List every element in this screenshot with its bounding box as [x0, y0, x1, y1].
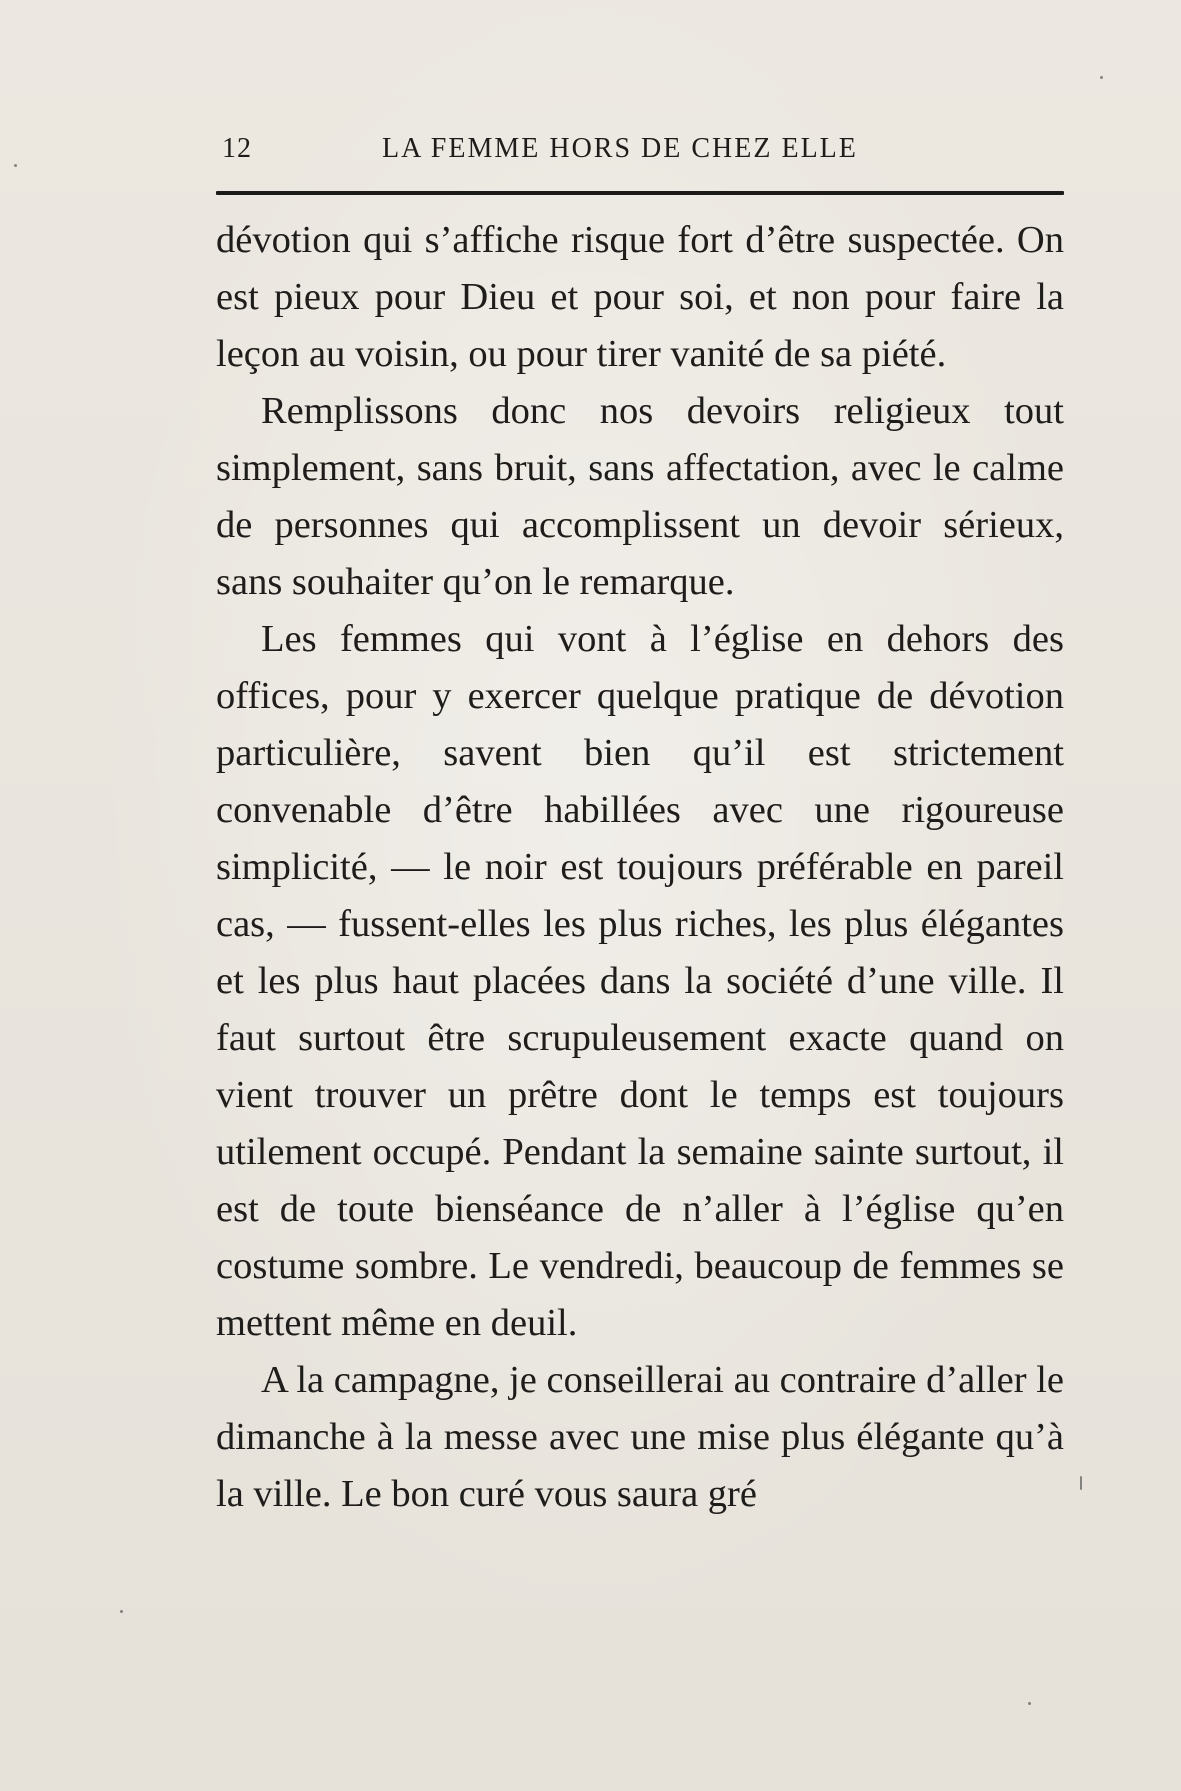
- paragraph-1: dévotion qui s’affiche risque fort d’être suspectée. On est pieux pour Dieu et pour soi, et non pour faire la leçon au voisin, ou pour tirer vanité de sa piété.: [216, 219, 1064, 375]
- body-text: [216, 212, 1064, 1523]
- paper-speck: [1028, 1702, 1031, 1705]
- running-title: LA FEMME HORS DE CHEZ ELLE: [382, 133, 858, 164]
- paragraph-4: A la campagne, je conseillerai au contraire d’aller le dimanche à la messe avec une mise plus élégante qu’à la ville. Le bon curé vous saura gré: [216, 1359, 1064, 1515]
- page-header: [222, 133, 1062, 169]
- paragraph-2: Remplissons donc nos devoirs religieux tout simplement, sans bruit, sans affectation, avec le calme de personnes qui accomplissent un devoir sérieux, sans souhaiter qu’on le remarque.: [216, 390, 1064, 603]
- paragraph-3: Les femmes qui vont à l’église en dehors des offices, pour y exercer quelque pratique de dévotion particulière, savent bien qu’il est strictement convenable d’être habillées avec une rigoureuse simplicité, — le noir est toujours préférable en pareil cas, — fussent-elles les plus riches, les plus élégantes et les plus haut placées dans la société d’une ville. Il faut surtout être scrupuleusement exacte quand on vient trouver un prêtre dont le temps est toujours utilement occupé. Pendant la semaine sainte surtout, il est de toute bienséance de n’aller à l’église qu’en costume sombre. Le vendredi, beaucoup de femmes se mettent même en deuil.: [216, 618, 1064, 1344]
- paper-speck: [14, 164, 17, 167]
- paper-speck: [1080, 1476, 1082, 1490]
- paper-speck: [120, 1610, 123, 1613]
- paper-speck: [1100, 76, 1103, 79]
- header-rule: [216, 191, 1064, 195]
- page-number: 12: [222, 133, 252, 164]
